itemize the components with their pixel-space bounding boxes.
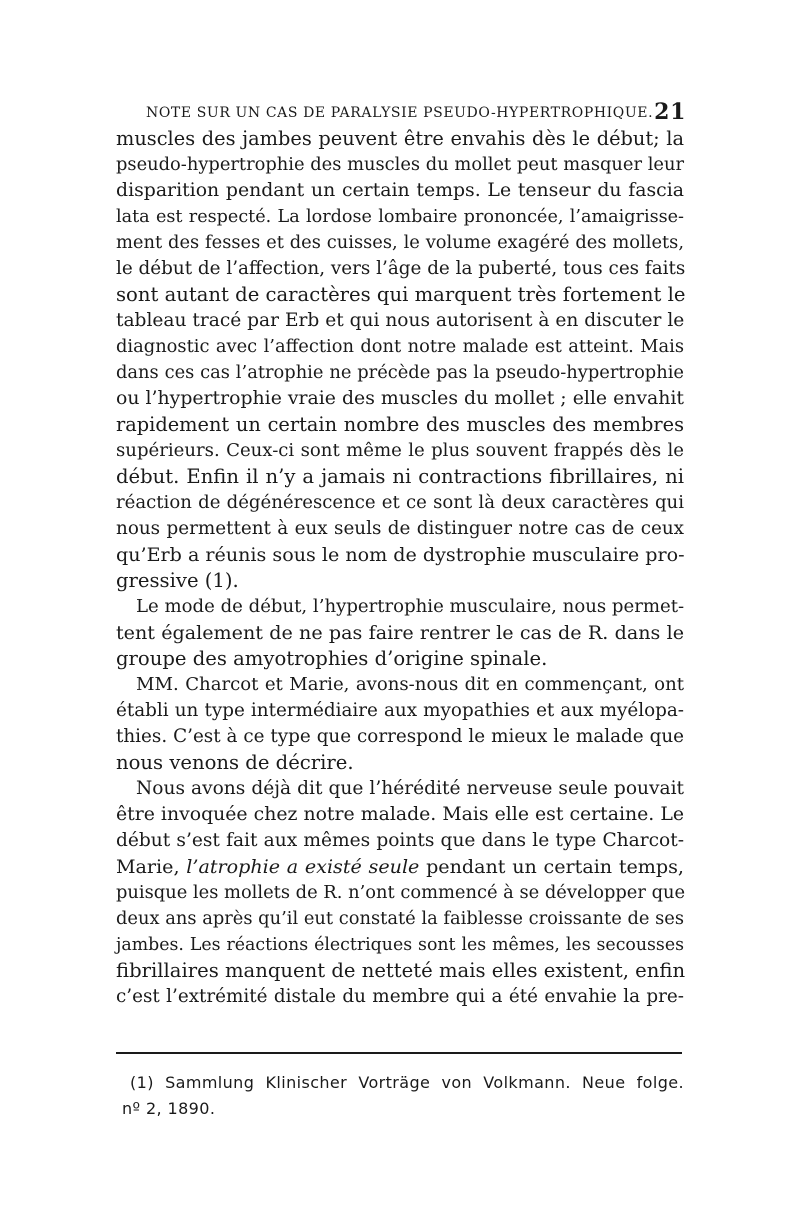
text-line: gressive (1). bbox=[116, 569, 239, 592]
text-line: le début de l’affection, vers l’âge de la puberté, tous ces faits bbox=[116, 258, 686, 279]
text-line: supérieurs. Ceux-ci sont même le plus souvent frappés dès le bbox=[116, 440, 684, 461]
paragraph-start-line: Nous avons déjà dit que l’hérédité nerveuse seule pouvait bbox=[136, 778, 684, 799]
italic-emphasis: l’atrophie a existé seule bbox=[186, 855, 420, 878]
text-line: ou l’hypertrophie vraie des muscles du mollet ; elle envahit bbox=[116, 388, 684, 409]
text-line: dans ces cas l’atrophie ne précède pas la pseudo-hypertrophie bbox=[116, 362, 684, 383]
paragraph-start-line: MM. Charcot et Marie, avons-nous dit en commençant, ont bbox=[136, 674, 684, 695]
text-line: tent également de ne pas faire rentrer le cas de R. dans le bbox=[116, 621, 684, 644]
footnote-divider bbox=[116, 1052, 682, 1054]
text-line: ment des fesses et des cuisses, le volume exagéré des mollets, bbox=[116, 232, 684, 253]
text-line: diagnostic avec l’affection dont notre malade est atteint. Mais bbox=[116, 336, 684, 357]
line-text: Marie, bbox=[116, 855, 187, 878]
text-line: début. Enfin il n’y a jamais ni contractions fibrillaires, ni bbox=[116, 465, 684, 488]
text-line: groupe des amyotrophies d’origine spinale. bbox=[116, 647, 548, 670]
line-text: pendant un certain temps, bbox=[419, 855, 684, 878]
running-header bbox=[146, 100, 686, 126]
text-line: puisque les mollets de R. n’ont commencé à se développer que bbox=[116, 882, 686, 903]
text-line-with-italic bbox=[116, 854, 684, 880]
running-title: NOTE SUR UN CAS DE PARALYSIE PSEUDO-HYPERTROPHIQUE. bbox=[146, 105, 654, 121]
text-line: jambes. Les réactions électriques sont les mêmes, les secousses bbox=[116, 935, 684, 955]
text-line: nous venons de décrire. bbox=[116, 751, 354, 774]
text-line: sont autant de caractères qui marquent très fortement le bbox=[116, 283, 686, 306]
text-line: pseudo-hypertrophie des muscles du mollet peut masquer leur bbox=[116, 154, 684, 175]
paragraph-start-line: Le mode de début, l’hypertrophie musculaire, nous permet- bbox=[136, 596, 685, 617]
text-line: tableau tracé par Erb et qui nous autorisent à en discuter le bbox=[116, 310, 685, 331]
text-line: qu’Erb a réunis sous le nom de dystrophie musculaire pro- bbox=[116, 543, 685, 566]
body-text bbox=[116, 126, 684, 1010]
text-line: réaction de dégénérescence et ce sont là deux caractères qui bbox=[116, 492, 684, 513]
text-line: thies. C’est à ce type que correspond le mieux le malade que bbox=[116, 726, 684, 747]
text-line: établi un type intermédiaire aux myopathies et aux myélopa- bbox=[116, 700, 684, 721]
text-line: muscles des jambes peuvent être envahis dès le début; la bbox=[116, 127, 684, 150]
text-line: nous permettent à eux seuls de distinguer notre cas de ceux bbox=[116, 518, 684, 539]
text-line: fibrillaires manquent de netteté mais elles existent, enfin bbox=[116, 959, 686, 982]
text-line: début s’est fait aux mêmes points que dans le type Charcot- bbox=[116, 830, 684, 851]
text-line: disparition pendant un certain temps. Le tenseur du fascia bbox=[116, 180, 684, 201]
text-line: lata est respecté. La lordose lombaire prononcée, l’amaigrisse- bbox=[116, 207, 684, 227]
text-line: rapidement un certain nombre des muscles des membres bbox=[116, 413, 684, 436]
footnote-line: (1) Sammlung Klinischer Vorträge von Volkmann. Neue folge. bbox=[130, 1073, 684, 1092]
footnote bbox=[122, 1070, 684, 1122]
page-number: 21 bbox=[654, 99, 686, 125]
text-line: deux ans après qu’il eut constaté la faiblesse croissante de ses bbox=[116, 908, 684, 929]
footnote-line: nº 2, 1890. bbox=[122, 1099, 216, 1118]
text-line: être invoquée chez notre malade. Mais elle est certaine. Le bbox=[116, 804, 684, 825]
text-line: c’est l’extrémité distale du membre qui a été envahie la pre- bbox=[116, 986, 684, 1007]
